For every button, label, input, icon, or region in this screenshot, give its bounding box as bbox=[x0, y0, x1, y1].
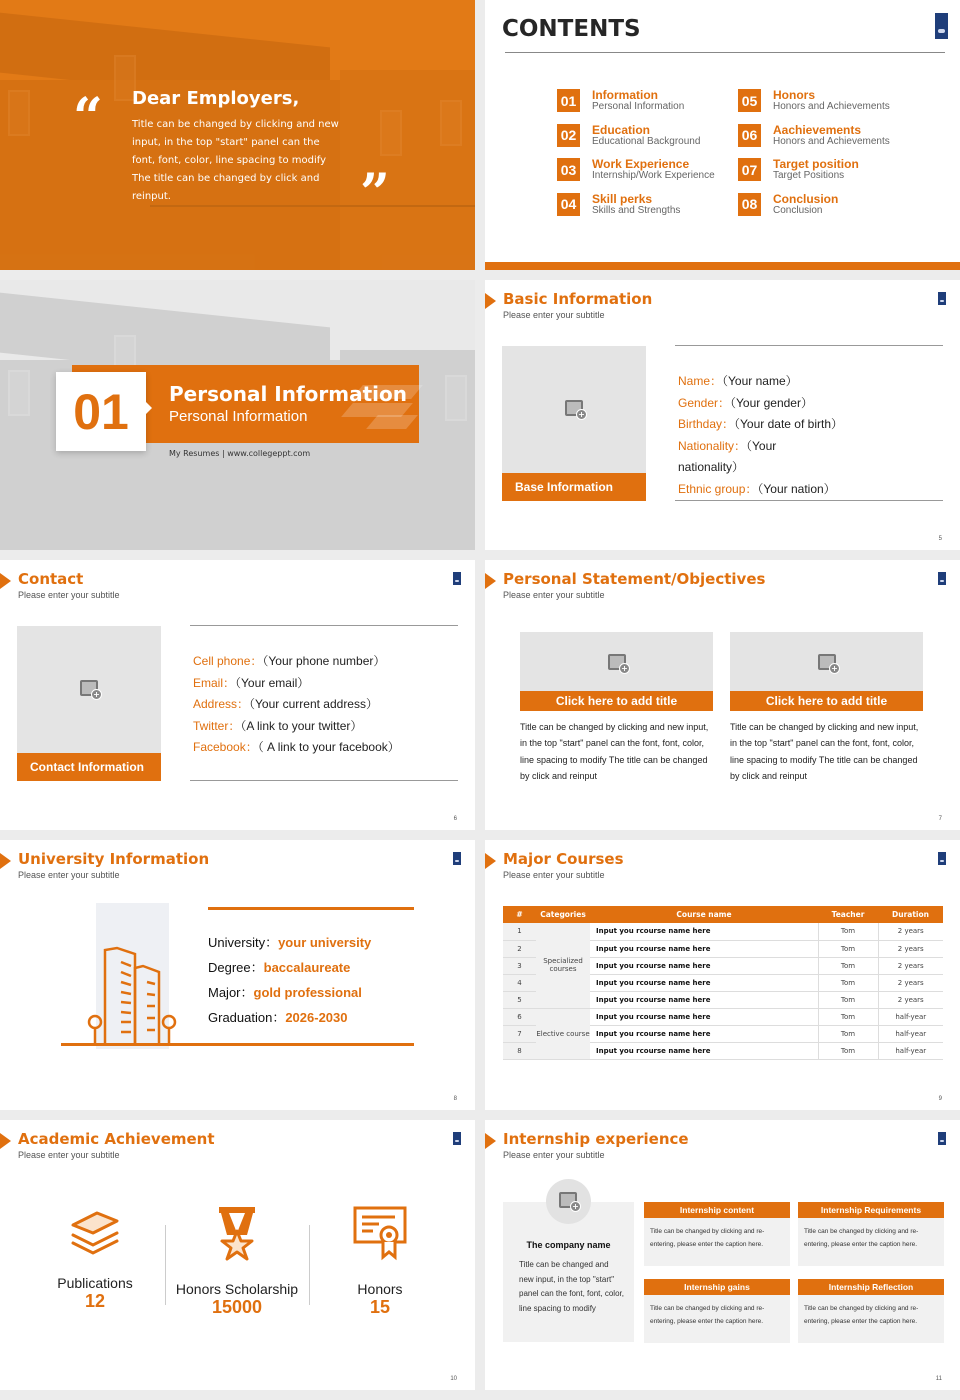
category-cell: Specialized courses bbox=[536, 923, 590, 1008]
field-row bbox=[208, 980, 371, 1005]
stat-label: Honors bbox=[357, 1281, 403, 1297]
toc-item[interactable] bbox=[738, 124, 890, 148]
field-label: Email： bbox=[193, 675, 236, 690]
teacher-cell: Tom bbox=[818, 940, 878, 957]
toc-item[interactable] bbox=[738, 158, 859, 182]
column-header: Categories bbox=[536, 906, 590, 923]
toc-subtitle: Educational Background bbox=[592, 135, 701, 147]
slide-subtitle: Please enter your subtitle bbox=[503, 870, 605, 880]
slide-contact bbox=[0, 560, 475, 830]
university-logo-icon bbox=[453, 572, 461, 585]
slide-basic-information bbox=[485, 280, 960, 550]
slide-title: Contact bbox=[18, 570, 84, 588]
field-value: your university bbox=[278, 935, 372, 950]
slide-subtitle: Please enter your subtitle bbox=[18, 590, 120, 600]
table-header-row bbox=[503, 906, 943, 923]
field-label: Graduation： bbox=[208, 1010, 286, 1025]
university-logo-icon bbox=[938, 292, 946, 305]
photo-placeholder[interactable] bbox=[17, 626, 161, 781]
duration-cell: half-year bbox=[878, 1025, 943, 1042]
field-label: Facebook： bbox=[193, 740, 258, 755]
header-arrow-icon bbox=[485, 573, 496, 589]
category-cell: Elective course bbox=[536, 1008, 590, 1059]
course-name-cell[interactable]: Input you rcourse name here bbox=[590, 1008, 818, 1025]
photo-label: Contact Information bbox=[17, 753, 161, 781]
toc-item[interactable] bbox=[738, 193, 838, 217]
page-number: 7 bbox=[938, 816, 942, 822]
field-value: （A link to your twitter） bbox=[240, 718, 363, 733]
photo-placeholder[interactable] bbox=[730, 632, 923, 691]
field-value: （Your current address） bbox=[249, 697, 378, 712]
card-text: Title can be changed by clicking and re-entering, please enter the caption here. bbox=[804, 1305, 919, 1325]
card-title: Internship gains bbox=[644, 1279, 790, 1295]
university-fields bbox=[208, 930, 371, 1030]
internship-card bbox=[798, 1279, 944, 1343]
field-row bbox=[678, 393, 843, 415]
field-row bbox=[678, 479, 843, 501]
toc-number: 03 bbox=[557, 158, 580, 181]
toc-number: 04 bbox=[557, 193, 580, 216]
add-image-icon[interactable] bbox=[559, 1192, 577, 1208]
field-row bbox=[678, 414, 843, 436]
field-value: （ A link to your facebook） bbox=[257, 740, 400, 755]
duration-cell: 2 years bbox=[878, 974, 943, 991]
certificate-icon bbox=[353, 1205, 407, 1261]
field-value: （Your email） bbox=[235, 675, 310, 690]
statement-card bbox=[730, 632, 923, 784]
table-row bbox=[503, 1008, 943, 1025]
toc-number: 08 bbox=[738, 193, 761, 216]
course-name-cell[interactable]: Input you rcourse name here bbox=[590, 923, 818, 940]
field-value: （Your date of birth） bbox=[734, 417, 843, 432]
toc-item[interactable] bbox=[557, 89, 684, 113]
quote-open-icon: “ bbox=[73, 87, 103, 148]
slide-university-information bbox=[0, 840, 475, 1110]
stat-label: Honors Scholarship bbox=[175, 1281, 299, 1297]
table-row bbox=[503, 923, 943, 940]
accent-bar bbox=[485, 262, 960, 270]
slide-subtitle: Please enter your subtitle bbox=[503, 590, 605, 600]
column-header: # bbox=[503, 906, 536, 923]
divider bbox=[675, 500, 943, 501]
course-name-cell[interactable]: Input you rcourse name here bbox=[590, 991, 818, 1008]
company-logo-placeholder[interactable] bbox=[546, 1179, 591, 1224]
row-number: 8 bbox=[503, 1042, 536, 1059]
toc-subtitle: Honors and Achievements bbox=[773, 101, 890, 112]
divider bbox=[190, 780, 458, 781]
university-logo-icon bbox=[938, 852, 946, 865]
field-label: Degree： bbox=[208, 960, 264, 975]
university-logo-icon bbox=[453, 852, 461, 865]
row-number: 6 bbox=[503, 1008, 536, 1025]
field-value: （Your bbox=[746, 438, 777, 453]
field-label: Ethnic group： bbox=[678, 481, 758, 496]
slide-internship-experience bbox=[485, 1120, 960, 1390]
add-image-icon[interactable] bbox=[565, 400, 583, 416]
slide-title: Personal Statement/Objectives bbox=[503, 570, 766, 588]
stat-honors-scholarship bbox=[167, 1205, 307, 1318]
field-row bbox=[193, 651, 400, 673]
toc-title: Skill perks bbox=[592, 191, 653, 206]
internship-card bbox=[644, 1279, 790, 1343]
stat-publications bbox=[25, 1205, 165, 1312]
duration-cell: half-year bbox=[878, 1008, 943, 1025]
company-name: The company name bbox=[526, 1240, 611, 1250]
column-header: Duration bbox=[878, 906, 943, 923]
field-value: 2026-2030 bbox=[285, 1010, 348, 1025]
slide-section-personal-information bbox=[0, 280, 475, 550]
toc-subtitle: Personal Information bbox=[592, 101, 685, 112]
slide-subtitle: Please enter your subtitle bbox=[503, 310, 605, 320]
course-name-cell[interactable]: Input you rcourse name here bbox=[590, 974, 818, 991]
toc-title: Honors bbox=[773, 88, 815, 102]
section-subtitle: Personal Information bbox=[169, 408, 308, 425]
column-header: Teacher bbox=[818, 906, 878, 923]
field-label: Cell phone： bbox=[193, 654, 263, 668]
accent-line bbox=[208, 907, 414, 910]
contact-fields bbox=[193, 651, 400, 759]
toc-subtitle: Conclusion bbox=[773, 204, 823, 216]
section-number: 01 bbox=[56, 372, 146, 451]
slide-subtitle: Please enter your subtitle bbox=[18, 870, 120, 880]
page-number: 6 bbox=[453, 816, 457, 822]
accent-line bbox=[61, 1043, 414, 1046]
greeting-heading: Dear Employers, bbox=[132, 88, 300, 109]
header-arrow-icon bbox=[0, 1133, 11, 1149]
statement-text: Title can be changed by clicking and new input, in the top "start" panel can the font, font, color, line spacing to modify The title can be changed by click and reinput bbox=[520, 722, 709, 781]
column-header: Course name bbox=[590, 906, 818, 923]
toc-subtitle: Honors and Achievements bbox=[773, 135, 890, 147]
toc-item[interactable] bbox=[557, 124, 700, 148]
field-row bbox=[208, 955, 371, 980]
toc-item[interactable] bbox=[738, 89, 890, 113]
toc-subtitle: Skills and Strengths bbox=[592, 204, 681, 216]
field-label: University： bbox=[208, 935, 279, 950]
university-logo-icon bbox=[453, 1132, 461, 1145]
slide-major-courses bbox=[485, 840, 960, 1110]
slide-dear-employers bbox=[0, 0, 475, 270]
duration-cell: 2 years bbox=[878, 991, 943, 1008]
stat-value: 15000 bbox=[211, 1297, 263, 1317]
field-label: Gender： bbox=[678, 395, 731, 410]
field-row bbox=[208, 1005, 371, 1030]
slide-academic-achievement bbox=[0, 1120, 475, 1390]
field-value: baccalaureate bbox=[263, 960, 351, 975]
field-value: （Your nation） bbox=[757, 481, 836, 496]
header-arrow-icon bbox=[0, 853, 11, 869]
stat-honors bbox=[310, 1205, 450, 1318]
photo-placeholder[interactable] bbox=[520, 632, 713, 691]
greeting-body: Title can be changed by clicking and new input, in the top "start" panel can the font, font, color, line spacing to modify The title can be changed by click and reinput. bbox=[132, 119, 339, 202]
slide-title: Academic Achievement bbox=[18, 1130, 215, 1148]
field-value: （Your phone number） bbox=[262, 654, 386, 668]
field-label: Birthday： bbox=[678, 417, 735, 432]
slide-title: Major Courses bbox=[503, 850, 624, 868]
card-text: Title can be changed by clicking and re-entering, please enter the caption here. bbox=[650, 1228, 765, 1248]
slide-contents bbox=[485, 0, 960, 270]
field-row bbox=[208, 930, 371, 955]
field-label: Name： bbox=[678, 374, 723, 388]
toc-title: Aachievements bbox=[773, 122, 862, 137]
stat-value: 12 bbox=[84, 1291, 106, 1311]
row-number: 1 bbox=[503, 923, 536, 940]
stat-label: Publications bbox=[57, 1275, 133, 1291]
university-logo-icon bbox=[935, 13, 948, 39]
field-label: Nationality： bbox=[678, 438, 747, 453]
section-footer: My Resumes | www.collegeppt.com bbox=[169, 449, 311, 458]
statement-text: Title can be changed by clicking and new input, in the top "start" panel can the font, font, color, line spacing to modify The title can be changed by click and reinput bbox=[730, 722, 919, 781]
toc-title: Target position bbox=[773, 157, 859, 171]
duration-cell: half-year bbox=[878, 1042, 943, 1059]
card-title: Internship Requirements bbox=[798, 1202, 944, 1218]
toc-title: Education bbox=[592, 122, 651, 137]
company-description: Title can be changed and new input, in the top "start" panel can the font, font, color, line spacing to modify bbox=[519, 1260, 624, 1313]
slide-subtitle: Please enter your subtitle bbox=[18, 1150, 120, 1160]
course-name-cell[interactable]: Input you rcourse name here bbox=[590, 1042, 818, 1059]
contents-title: CONTENTS bbox=[502, 16, 641, 42]
field-row bbox=[193, 673, 400, 695]
stat-value: 15 bbox=[369, 1297, 391, 1317]
toc-item[interactable] bbox=[557, 193, 680, 217]
toc-number: 06 bbox=[738, 124, 761, 147]
teacher-cell: Tom bbox=[818, 1008, 878, 1025]
add-image-icon[interactable] bbox=[818, 654, 836, 670]
toc-subtitle: Internship/Work Experience bbox=[592, 170, 715, 181]
header-arrow-icon bbox=[485, 853, 496, 869]
row-number: 3 bbox=[503, 957, 536, 974]
teacher-cell: Tom bbox=[818, 1025, 878, 1042]
teacher-cell: Tom bbox=[818, 923, 878, 940]
page-number: 11 bbox=[935, 1376, 942, 1382]
university-logo-icon bbox=[938, 572, 946, 585]
field-row bbox=[678, 457, 843, 479]
header-arrow-icon bbox=[485, 293, 496, 309]
row-number: 5 bbox=[503, 991, 536, 1008]
toc-number: 01 bbox=[557, 89, 580, 112]
field-value: gold professional bbox=[253, 985, 362, 1000]
field-value: （Your gender） bbox=[730, 395, 813, 410]
course-name-cell[interactable]: Input you rcourse name here bbox=[590, 940, 818, 957]
page-number: 5 bbox=[938, 536, 942, 542]
medal-icon bbox=[217, 1205, 257, 1261]
card-text: Title can be changed by clicking and re-entering, please enter the caption here. bbox=[804, 1228, 919, 1248]
teacher-cell: Tom bbox=[818, 974, 878, 991]
photo-label: Base Information bbox=[502, 473, 646, 501]
slide-title: Basic Information bbox=[503, 290, 653, 308]
header-arrow-icon bbox=[0, 573, 11, 589]
teacher-cell: Tom bbox=[818, 991, 878, 1008]
toc-number: 05 bbox=[738, 89, 761, 112]
slide-title: University Information bbox=[18, 850, 210, 868]
field-value: nationality） bbox=[678, 460, 745, 475]
field-label: Twitter： bbox=[193, 718, 241, 733]
add-title-button[interactable]: Click here to add title bbox=[730, 691, 923, 711]
toc-item[interactable] bbox=[557, 158, 715, 182]
courses-table bbox=[503, 906, 943, 1060]
toc-title: Conclusion bbox=[773, 191, 839, 206]
quote-close-icon: ” bbox=[360, 163, 390, 224]
add-image-icon[interactable] bbox=[80, 680, 98, 696]
internship-card bbox=[798, 1202, 944, 1266]
divider bbox=[675, 345, 943, 346]
building-icon bbox=[85, 940, 180, 1045]
row-number: 2 bbox=[503, 940, 536, 957]
field-label: Address： bbox=[193, 697, 250, 712]
divider bbox=[505, 52, 945, 53]
card-title: Internship Reflection bbox=[798, 1279, 944, 1295]
toc-number: 02 bbox=[557, 124, 580, 147]
row-number: 7 bbox=[503, 1025, 536, 1042]
card-text: Title can be changed by clicking and re-entering, please enter the caption here. bbox=[650, 1305, 765, 1325]
course-name-cell[interactable]: Input you rcourse name here bbox=[590, 957, 818, 974]
divider bbox=[190, 625, 458, 626]
page-number: 9 bbox=[938, 1096, 942, 1102]
teacher-cell: Tom bbox=[818, 1042, 878, 1059]
toc-title: Information bbox=[592, 88, 658, 102]
teacher-cell: Tom bbox=[818, 957, 878, 974]
page-number: 10 bbox=[450, 1376, 457, 1382]
internship-card bbox=[644, 1202, 790, 1266]
statement-card bbox=[520, 632, 713, 784]
slide-personal-statement bbox=[485, 560, 960, 830]
field-row bbox=[678, 436, 843, 458]
field-row bbox=[193, 737, 400, 759]
publications-icon bbox=[67, 1205, 123, 1255]
toc-subtitle: Target Positions bbox=[773, 170, 845, 181]
header-arrow-icon bbox=[485, 1133, 496, 1149]
row-number: 4 bbox=[503, 974, 536, 991]
duration-cell: 2 years bbox=[878, 957, 943, 974]
page-number: 8 bbox=[453, 1096, 457, 1102]
field-label: Major： bbox=[208, 985, 254, 1000]
divider bbox=[165, 1225, 166, 1305]
card-title: Internship content bbox=[644, 1202, 790, 1218]
university-logo-icon bbox=[938, 1132, 946, 1145]
slide-subtitle: Please enter your subtitle bbox=[503, 1150, 605, 1160]
photo-placeholder[interactable] bbox=[502, 346, 646, 501]
field-row bbox=[193, 694, 400, 716]
slide-title: Internship experience bbox=[503, 1130, 689, 1148]
basic-info-fields bbox=[678, 371, 843, 501]
field-row bbox=[678, 371, 843, 393]
toc-number: 07 bbox=[738, 158, 761, 181]
toc-title: Work Experience bbox=[592, 157, 690, 171]
duration-cell: 2 years bbox=[878, 940, 943, 957]
field-value: （Your name） bbox=[722, 374, 798, 388]
section-title: Personal Information bbox=[169, 382, 407, 406]
add-image-icon[interactable] bbox=[608, 654, 626, 670]
field-row bbox=[193, 716, 400, 738]
course-name-cell[interactable]: Input you rcourse name here bbox=[590, 1025, 818, 1042]
duration-cell: 2 years bbox=[878, 923, 943, 940]
add-title-button[interactable]: Click here to add title bbox=[520, 691, 713, 711]
